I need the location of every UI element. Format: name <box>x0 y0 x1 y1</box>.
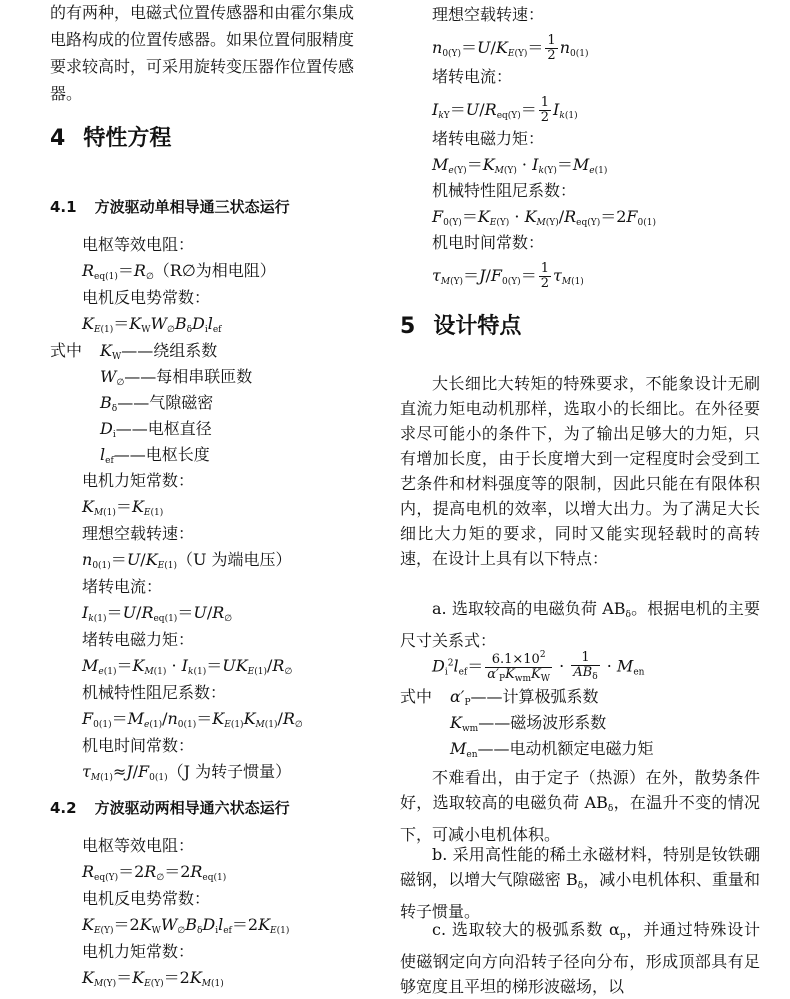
item-b-text: b. 采用高性能的稀土永磁材料，特别是钕铁硼磁钢，以增大气隙磁密 B <box>400 845 760 889</box>
def-w-text: ——每相串联匝数 <box>124 367 253 386</box>
label-stall-current-y: 堵转电流： <box>432 67 513 86</box>
fraction-main: $\frac{6.1\times 10^2}{\alpha'_PK_{wm}K_W}$ <box>487 650 551 684</box>
label-stall-torque-y: 堵转电磁力矩： <box>432 129 545 148</box>
formula-stall-torque-y: $M_{e(Y)}=K_{M(Y)} \cdot I_{k(Y)}=M_{e(1)}$ <box>432 155 608 176</box>
label-time-constant-y: 机电时间常数： <box>432 233 545 252</box>
def-l: $l_{ef}——$电枢长度 <box>100 445 210 466</box>
design-item-a: a. 选取较高的电磁负荷 $AB_\delta$。根据电机的主要尺寸关系式： <box>400 599 760 650</box>
def-b-text: ——气隙磁密 <box>117 393 214 412</box>
fraction-numerator: 6.1×10 <box>491 652 540 667</box>
section-4-2-heading <box>50 797 290 819</box>
def-w: $W_\emptyset——$每相串联匝数 <box>100 367 253 388</box>
item-c-text: c. 选取较大的极弧系数 α <box>432 920 620 939</box>
def-b: $B_\delta——$气隙磁密 <box>100 393 214 414</box>
label-torque-constant-2: 电机力矩常数： <box>82 942 195 961</box>
item-c-text-2: ，并通过特殊设计使磁钢定向方向沿转子径向分布，形成顶部具有足够宽度且平坦的梯形波磁场，以 <box>400 920 760 996</box>
intro-line-4: 器。 <box>50 84 83 103</box>
section-5-title: 设计特点 <box>433 314 522 339</box>
formula-stall-torque: $M_{e(1)}=K_{M(1)} \cdot I_{k(1)}=UK_{E(1)}/R_\emptyset$ <box>82 656 293 677</box>
fraction-half: $\frac{1}{2}$ <box>540 261 549 291</box>
def-alpha-text: ——计算极弧系数 <box>470 687 599 706</box>
label-stall-torque: 堵转电磁力矩： <box>82 630 195 649</box>
label-stall-current: 堵转电流： <box>82 577 163 596</box>
intro-line-2: 电路构成的位置传感器。如果位置伺服精度 <box>50 30 355 49</box>
formula-time-constant-note: （J 为转子惯量） <box>167 762 292 781</box>
formula-damping: $F_{0(1)}=M_{e(1)}/n_{0(1)}=K_{E(1)}K_{M(1)}/R_\emptyset$ <box>82 709 303 730</box>
label-damping: 机械特性阻尼系数： <box>82 683 227 702</box>
formula-back-emf-constant: $K_{E(1)}=K_WW_\emptyset B_\delta D_il_{ef}$ <box>82 314 222 335</box>
item-a-text: a. 选取较高的电磁负荷 AB <box>432 599 626 618</box>
label-torque-constant: 电机力矩常数： <box>82 471 195 490</box>
def-kw: $K_W——$绕组系数 <box>100 341 218 362</box>
formula-time-constant-y: $\tau_{M(Y)}=J/F_{0(Y)}=$ $\frac{1}{2}$ $\tau_{M(1)}$ <box>432 261 584 291</box>
shizhong-label: 式中 <box>50 341 83 360</box>
section-4-2-number: 4.2 <box>50 799 77 817</box>
formula-time-constant: $\tau_{M(1)}\approx J/F_{0(1)}(J$ 为转子惯量） <box>82 762 292 783</box>
def-men-text: ——电动机额定电磁力矩 <box>477 739 654 758</box>
formula-noload-speed: $n_{0(1)}=U/K_{E(1)}(U$ 为端电压） <box>82 550 292 571</box>
label-time-constant: 机电时间常数： <box>82 736 195 755</box>
formula-torque-constant-2: $K_{M(Y)}=K_{E(Y)}=2K_{M(1)}$ <box>82 968 224 989</box>
item-a-text-2: 。根据电机的主要尺寸关系式： <box>400 599 760 650</box>
paragraph-2-text-2: ，在温升不变的情况下，可减小电机体积。 <box>400 793 760 844</box>
design-item-c: c. 选取较大的极弧系数 $\alpha_p$，并通过特殊设计使磁钢定向方向沿转子径向分布，形成顶部具有足够宽度且平坦的梯形波磁场，以 <box>400 920 760 996</box>
fraction-half: $\frac{1}{2}$ <box>540 95 550 125</box>
paragraph-2-text: 不难看出，由于定子（热源）在外，散势条件好，选取较高的电磁负荷 AB <box>400 768 760 812</box>
formula-noload-note: （U 为端电压） <box>176 550 292 569</box>
section-5-number: 5 <box>400 314 416 339</box>
formula-note: （R∅为相电阻） <box>153 261 276 280</box>
section-4-number: 4 <box>50 126 66 151</box>
item-b-text-2: ，减小电机体积、重量和转子惯量。 <box>400 870 760 921</box>
fraction-half: $\frac{1}{2}$ <box>547 33 556 63</box>
def-d: $D_i——$电枢直径 <box>100 419 212 440</box>
formula-armature-resistance-2: $R_{eq(Y)}=2R_\emptyset=2R_{eq(1)}$ <box>82 862 227 883</box>
formula-armature-resistance: $R_{eq(1)}=R_\emptyset(R\emptyset$为相电阻） <box>82 261 276 282</box>
def-kw-text: ——绕组系数 <box>121 341 218 360</box>
def-kwm: $K_{wm}——$磁场波形系数 <box>450 713 607 734</box>
shizhong-label-right: 式中 <box>400 687 433 706</box>
formula-main-dimension: $D_i^2l_{ef}=$ $\frac{6.1\times 10^2}{\alpha'_PK_{wm}K_W}$ · $\frac{1}{AB_\delta}$ · $M_{en}$ <box>432 649 645 684</box>
label-armature-resistance-2: 电枢等效电阻： <box>82 836 195 855</box>
formula-back-emf-constant-2: $K_{E(Y)}=2K_WW_\emptyset B_\delta D_il_{ef}=2K_{E(1)}$ <box>82 915 290 936</box>
section-5-heading <box>400 316 521 338</box>
intro-line-1: 的有两种，电磁式位置传感器和由霍尔集成 <box>50 3 355 22</box>
section-4-title: 特性方程 <box>83 126 172 151</box>
def-kwm-text: ——磁场波形系数 <box>478 713 607 732</box>
section-4-1-number: 4.1 <box>50 198 77 216</box>
def-l-text: ——电枢长度 <box>113 445 210 464</box>
formula-noload-speed-y: $n_{0(Y)}=U/K_{E(Y)}=$ $\frac{1}{2}$ $n_{0(1)}$ <box>432 33 589 63</box>
label-damping-y: 机械特性阻尼系数： <box>432 181 577 200</box>
label-noload-speed: 理想空载转速： <box>82 524 195 543</box>
section-4-2-title: 方波驱动两相导通六状态运行 <box>94 799 290 817</box>
label-armature-resistance: 电枢等效电阻： <box>82 235 195 254</box>
fraction-one-over-ab: $\frac{1}{AB_\delta}$ <box>573 649 598 682</box>
def-alpha: $\alpha'_P——$计算极弧系数 <box>450 687 599 708</box>
intro-line-3: 要求较高时，可采用旋转变压器作位置传感 <box>50 57 355 76</box>
formula-damping-y: $F_{0(Y)}=K_{E(Y)} \cdot K_{M(Y)}/R_{eq(Y)}=2F_{0(1)}$ <box>432 207 657 228</box>
formula-stall-current-y: $I_{kY}=U/R_{eq(Y)}=$ $\frac{1}{2}$ $I_{k(1)}$ <box>432 95 578 125</box>
def-men: $M_{en}——$电动机额定电磁力矩 <box>450 739 654 760</box>
section-4-heading <box>50 128 171 150</box>
label-noload-speed-y: 理想空载转速： <box>432 5 545 24</box>
formula-stall-current: $I_{k(1)}=U/R_{eq(1)}=U/R_\emptyset$ <box>82 603 233 624</box>
design-paragraph-1: 大长细比大转矩的特殊要求，不能象设计无刷直流力矩电动机那样，选取小的长细比。在外径要求尽可能小的条件下，为了输出足够大的力矩，只有增加长度，由于长度增大到一定程度时会受到工艺条件和材料强度等的限制，因此只能在有限体积内，提高电机的效率，以增大出力。为了满足大长细比大力矩的要求，同时又能实现轻载时的高转速，在设计上具有以下特点： <box>400 374 760 568</box>
def-d-text: ——电枢直径 <box>115 419 212 438</box>
section-4-1-title: 方波驱动单相导通三状态运行 <box>94 198 290 216</box>
formula-torque-constant: $K_{M(1)}=K_{E(1)}$ <box>82 497 164 518</box>
label-back-emf-constant: 电机反电势常数： <box>82 288 211 307</box>
label-back-emf-constant-2: 电机反电势常数： <box>82 889 211 908</box>
section-4-1-heading <box>50 196 290 218</box>
design-paragraph-2: 不难看出，由于定子（热源）在外，散势条件好，选取较高的电磁负荷 $AB_\delta$，在温升不变的情况下，可减小电机体积。 <box>400 768 760 844</box>
design-item-b: b. 采用高性能的稀土永磁材料，特别是钕铁硼磁钢，以增大气隙磁密 $B_\delta$，减小电机体积、重量和转子惯量。 <box>400 845 760 921</box>
